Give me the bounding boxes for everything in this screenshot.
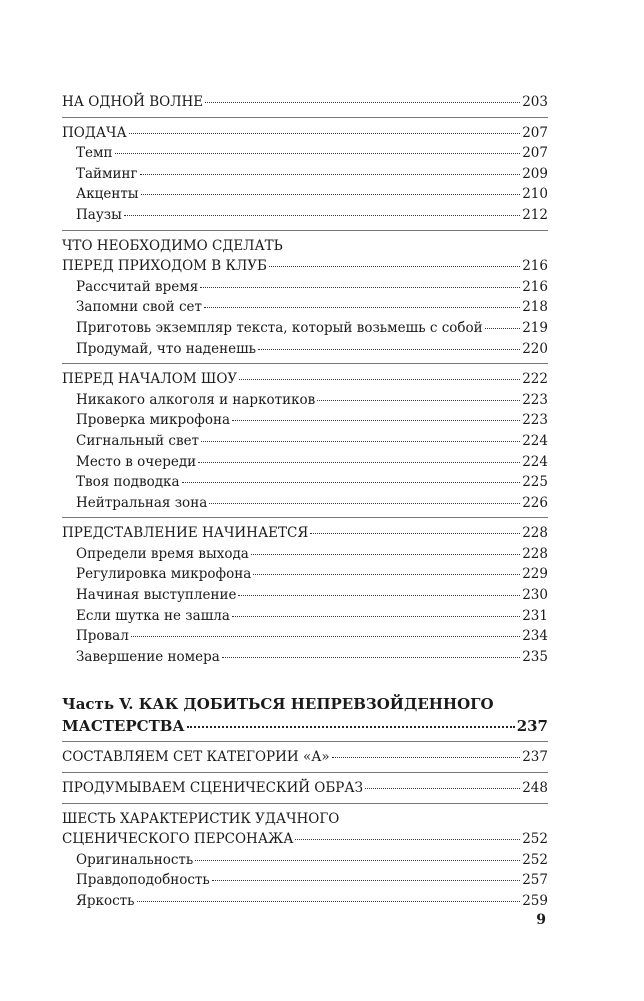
leader-dots [232,616,520,617]
leader-dots [182,482,521,483]
leader-dots [115,153,521,154]
subsection-entry-title: Завершение номера [76,648,220,665]
section-title-line: ЧТО НЕОБХОДИМО СДЕЛАТЬ [62,237,283,254]
subsection-entry [62,585,548,606]
section-entry-title: ПОДАЧА [62,124,127,141]
leader-dots [222,657,520,658]
toc-section [62,123,548,226]
subsection-entry-title: Сигнальный свет [76,432,200,449]
subsection-entry-page: 223 [522,412,548,429]
subsection-entry-page: 216 [522,278,548,295]
subsection-entry-page: 259 [522,893,548,909]
section-divider [62,803,548,804]
subsection-entry-title: Провал [76,628,129,645]
toc-section [62,778,548,799]
subsection-entry-page: 218 [522,299,548,316]
leader-dots [317,400,520,401]
part-page-number: 237 [516,717,548,736]
subsection-entry-title: Никакого алкоголя и наркотиков [76,391,316,408]
toc-section [62,747,548,768]
subsection-entry-page: 209 [522,165,548,182]
subsection-entry-title: Продумай, что наденешь [76,340,256,357]
subsection-entry-title: Регулировка микрофона [76,566,252,583]
subsection-entry-title: Определи время выхода [76,545,249,562]
leader-dots [200,287,520,288]
leader-dots [141,194,521,195]
section-entry-title: НА ОДНОЙ ВОЛНЕ [62,94,204,110]
subsection-entry [62,626,548,647]
subsection-entry-page: 224 [522,453,548,470]
subsection-entry [62,564,548,585]
subsection-entry-page: 224 [522,432,548,449]
subsection-entry-page: 235 [522,648,548,665]
subsection-entry [62,184,548,205]
leader-dots [131,636,520,637]
section-entry [62,92,548,113]
section-entry-page: 228 [522,525,548,542]
section-entry-page: 207 [522,124,548,141]
leader-dots [310,533,520,534]
toc-section [62,369,548,513]
section-entry-title: СОСТАВЛЯЕМ СЕТ КАТЕГОРИИ «А» [62,749,330,766]
subsection-entry [62,143,548,164]
subsection-entry [62,472,548,493]
toc-section [62,809,548,912]
leader-dots [239,379,520,380]
section-title-line: ШЕСТЬ ХАРАКТЕРИСТИК УДАЧНОГО [62,810,340,827]
leader-dots [253,574,520,575]
subsection-entry-page: 252 [522,851,548,868]
section-entry-page: 203 [522,94,548,110]
section-divider [62,117,548,118]
toc-part-sections [62,741,548,911]
subsection-entry [62,647,548,668]
section-entry-page: 252 [522,831,548,848]
subsection-entry-page: 207 [522,145,548,162]
section-entry-title: ПЕРЕД ПРИХОДОМ В КЛУБ [62,258,267,275]
subsection-entry [62,205,548,226]
subsection-entry [62,164,548,185]
subsection-entry-page: 230 [522,587,548,604]
section-divider [62,741,548,742]
subsection-entry [62,850,548,871]
subsection-entry-page: 226 [522,494,548,511]
subsection-entry-page: 228 [522,545,548,562]
section-divider [62,363,548,364]
subsection-entry-page: 223 [522,391,548,408]
section-entry-title: ПРОДУМЫВАЕМ СЦЕНИЧЕСКИЙ ОБРАЗ [62,780,363,797]
leader-dots [332,757,521,758]
subsection-entry [62,390,548,411]
subsection-entry-title: Начиная выступление [76,587,237,604]
section-divider [62,517,548,518]
subsection-entry-page: 257 [522,872,548,889]
section-entry-title: СЦЕНИЧЕСКОГО ПЕРСОНАЖА [62,831,294,848]
subsection-entry-title: Тайминг [76,165,138,182]
subsection-entry-page: 231 [522,607,548,624]
leader-dots [238,595,520,596]
section-entry [62,778,548,799]
leader-dots [124,215,520,216]
part-title-text: МАСТЕРСТВА [62,717,185,736]
section-entry [62,523,548,544]
subsection-entry-title: Место в очереди [76,453,197,470]
leader-dots [129,133,521,134]
section-entry-page: 248 [522,780,548,797]
subsection-entry [62,452,548,473]
section-divider [62,230,548,231]
leader-dots [201,441,520,442]
section-entry-title: ПРЕДСТАВЛЕНИЕ НАЧИНАЕТСЯ [62,525,309,542]
subsection-entry-title: Приготовь экземпляр текста, который возьмешь с собой [76,319,483,336]
leader-dots [198,462,520,463]
toc-section [62,92,548,113]
leader-dots [140,174,521,175]
section-entry-page: 222 [522,371,548,388]
subsection-entry [62,493,548,514]
leader-dots [232,420,520,421]
leader-dots [137,901,521,902]
subsection-entry [62,431,548,452]
section-entry-page: 237 [522,749,548,766]
leader-dots [365,788,520,789]
subsection-entry-title: Запомни свой сет [76,299,202,316]
subsection-entry [62,544,548,565]
leader-dots [212,880,521,881]
subsection-entry-title: Правдоподобность [76,872,210,889]
subsection-entry-title: Нейтральная зона [76,494,208,511]
section-entry [62,256,548,277]
subsection-entry-page: 225 [522,474,548,491]
leader-dots [209,503,520,504]
subsection-entry-page: 229 [522,566,548,583]
subsection-entry [62,277,548,298]
section-entry-page: 216 [522,258,548,275]
subsection-entry-title: Твоя подводка [76,474,180,491]
subsection-entry-page: 234 [522,628,548,645]
leader-dots [258,349,520,350]
subsection-entry-page: 220 [522,340,548,357]
part-title-line2 [62,715,548,737]
subsection-entry-title: Яркость [76,893,135,909]
toc-section [62,523,548,667]
leader-dots [251,554,520,555]
leader-dots [269,266,520,267]
subsection-entry-title: Паузы [76,206,122,223]
subsection-entry-title: Проверка микрофона [76,412,230,429]
leader-dots [195,860,520,861]
subsection-entry-page: 212 [522,206,548,223]
subsection-entry-title: Рассчитай время [76,278,199,295]
leader-dots [205,102,520,103]
section-entry [62,123,548,144]
section-entry [62,747,548,768]
toc-sections [62,92,548,667]
subsection-entry [62,297,548,318]
section-entry-title: ПЕРЕД НАЧАЛОМ ШОУ [62,371,238,388]
subsection-entry [62,318,548,339]
subsection-entry [62,891,548,912]
subsection-entry-title: Если шутка не зашла [76,607,230,624]
toc-section [62,236,548,360]
subsection-entry [62,870,548,891]
subsection-entry [62,606,548,627]
leader-dots [295,839,520,840]
section-entry [62,829,548,850]
subsection-entry-title: Оригинальность [76,851,194,868]
page-number: 9 [536,912,546,928]
leader-dots [187,726,515,728]
subsection-entry-page: 210 [522,186,548,203]
subsection-entry [62,410,548,431]
leader-dots [485,328,521,329]
subsection-entry [62,339,548,360]
part-heading [62,693,548,737]
subsection-entry-page: 219 [522,319,548,336]
subsection-entry-title: Темп [76,145,113,162]
section-divider [62,772,548,773]
part-title-line1: Часть V. КАК ДОБИТЬСЯ НЕПРЕВЗОЙДЕННОГО [62,695,494,714]
leader-dots [204,307,520,308]
section-entry [62,369,548,390]
subsection-entry-title: Акценты [76,186,139,203]
table-of-contents [62,92,548,912]
